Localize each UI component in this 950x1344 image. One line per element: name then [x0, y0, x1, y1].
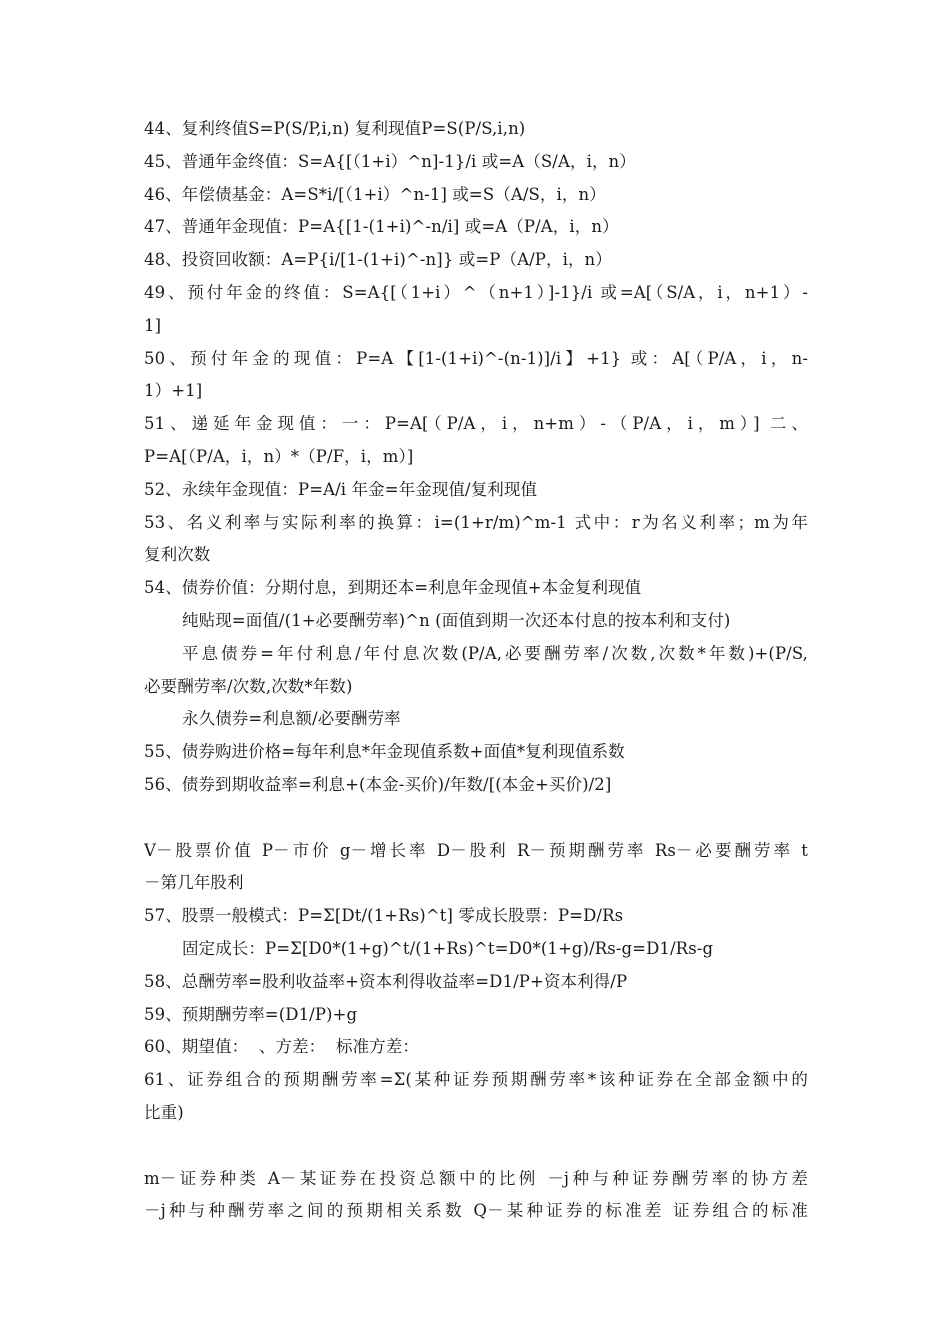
formula-51-continued: P=A[（P/A，i，n）*（P/F，i，m）] [144, 446, 414, 466]
formula-54-level-coupon: 平息债券=年付利息/年付息次数(P/A,必要酬劳率/次数,次数*年数)+(P/S, [182, 643, 808, 663]
formula-59: 59、预期酬劳率=(D1/P)+g [144, 1004, 358, 1024]
formula-49-continued: 1] [144, 315, 162, 335]
formula-61: 61、证券组合的预期酬劳率=Σ(某种证券预期酬劳率*该种证券在全部金额中的 [144, 1070, 808, 1090]
formula-49: 49、预付年金的终值：S=A{[（1+i）^（n+1）]-1}/i 或=A[（S/A，i，n+1）- [144, 282, 808, 302]
stock-symbol-legend: V－股票价值 P－市价 g－增长率 D－股利 R－预期酬劳率 Rs－必要酬劳率 t [144, 840, 808, 860]
formula-53: 53、名义利率与实际利率的换算：i=(1+r/m)^m-1 式中：r为名义利率；m为年 [144, 512, 808, 532]
formula-54-pure-discount: 纯贴现=面值/(1+必要酬劳率)^n (面值到期一次还本付息的按本利和支付) [182, 610, 731, 630]
formula-54: 54、债券价值：分期付息，到期还本=利息年金现值+本金复利现值 [144, 578, 642, 598]
formula-61-continued: 比重) [144, 1102, 184, 1122]
formula-48: 48、投资回收额：A=P{i/[1-(1+i)^-n]} 或=P（A/P，i，n） [144, 250, 612, 270]
formula-50-continued: 1）+1] [144, 381, 203, 401]
formula-57-constant-growth: 固定成长：P=Σ[D0*(1+g)^t/(1+Rs)^t=D0*(1+g)/Rs-g=D1/Rs-g [182, 938, 714, 958]
formula-45: 45、普通年金终值：S=A{[（1+i）^n]-1}/i 或=A（S/A，i，n） [144, 151, 636, 171]
formula-58: 58、总酬劳率=股利收益率+资本利得收益率=D1/P+资本利得/P [144, 971, 628, 991]
formula-57: 57、股票一般模式：P=Σ[Dt/(1+Rs)^t] 零成长股票：P=D/Rs [144, 906, 624, 926]
formula-52: 52、永续年金现值：P=A/i 年金=年金现值/复利现值 [144, 479, 538, 499]
document-body [144, 113, 808, 1228]
stock-symbol-legend-continued: －第几年股利 [144, 873, 244, 893]
blank-line [144, 1130, 808, 1163]
formula-51: 51、递延年金现值：一：P=A[（P/A，i，n+m）-（P/A，i，m）] 二、 [144, 414, 808, 434]
formula-44: 44、复利终值S=P(S/P,i,n) 复利现值P=S(P/S,i,n) [144, 119, 526, 138]
formula-47: 47、普通年金现值：P=A{[1-(1+i)^-n/i] 或=A（P/A，i，n） [144, 217, 619, 237]
formula-50: 50、预付年金的现值：P=A【[1-(1+i)^-(n-1)]/i】+1} 或：A[（P/A，i，n- [144, 348, 808, 368]
formula-54-perpetual: 永久债券=利息额/必要酬劳率 [182, 709, 401, 729]
formula-55: 55、债券购进价格=每年利息*年金现值系数+面值*复利现值系数 [144, 742, 625, 762]
formula-60: 60、期望值： 、方差： 标准方差： [144, 1037, 419, 1057]
portfolio-symbol-legend-continued: －j种与种酬劳率之间的预期相关系数 Q－某种证券的标准差 证券组合的标准 [144, 1201, 808, 1221]
portfolio-symbol-legend: m－证券种类 A－某证券在投资总额中的比例 －j种与种证券酬劳率的协方差 [144, 1168, 808, 1188]
formula-54-level-coupon-continued: 必要酬劳率/次数,次数*年数) [144, 676, 353, 696]
formula-56: 56、债券到期收益率=利息+(本金-买价)/年数/[(本金+买价)/2] [144, 774, 612, 794]
formula-46: 46、年偿债基金：A=S*i/[（1+i）^n-1] 或=S（A/S，i，n） [144, 184, 606, 204]
blank-line [144, 802, 808, 835]
formula-53-continued: 复利次数 [144, 545, 211, 565]
